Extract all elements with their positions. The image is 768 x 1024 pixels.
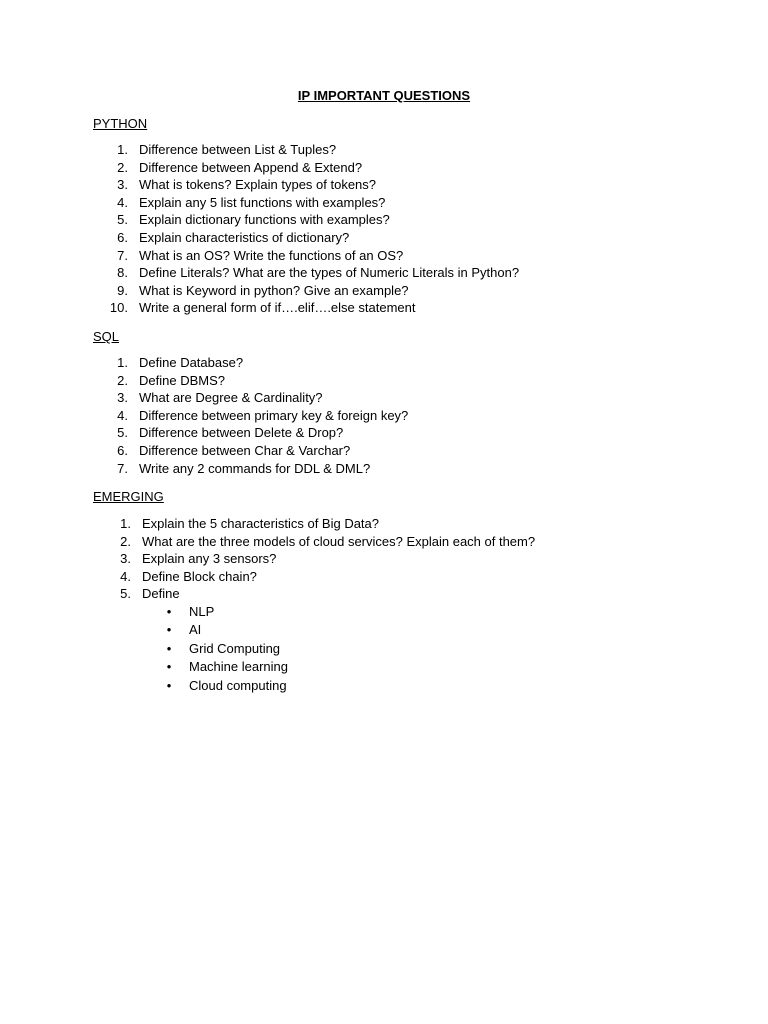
bullet-icon: • xyxy=(166,659,172,675)
section-heading-emerging: EMERGING xyxy=(93,489,164,504)
section-heading-python: PYTHON xyxy=(93,116,148,131)
bullet-icon: • xyxy=(166,622,172,638)
document-page: IP IMPORTANT QUESTIONS PYTHON 1. Difference between List & Tuples? 2. Difference between Append & Extend? 3. What is tokens? Explain types of tokens? 4. Explain any 5 list functions with examples? 5. Explain dictionary functions with examples? 6. Explain characteristics of dictionary? 7. What is an OS? Write the functions of an OS? 8. Define Literals? What are the types of Numeric Literals in Python? 9. What is Keyword in python? Give an example? 10. Write a general form of if….elif….else statement SQL 1. Define Database? 2. Define DBMS? 3. What are Degree & Cardinality? 4. Difference between primary key & foreign key? 5. Difference between Delete & Drop? 6. Difference between Char & Varchar? 7. Write any 2 commands for DDL & DML? EMERGING 1. Explain the 5 characteristics of Big Data? 2. What are the three models of cloud services? Explain each of them? 3. Explain any 3 sensors? 4. Define Block chain? 5. Define • NLP • AI • Grid Computing • Machine learning • Cloud computing xyxy=(0,0,768,1024)
bullet-icon: • xyxy=(166,640,172,656)
section-heading-sql: SQL xyxy=(93,329,120,344)
bullet-icon: • xyxy=(166,677,172,693)
document-title: IP IMPORTANT QUESTIONS xyxy=(297,88,471,103)
bullet-icon: • xyxy=(166,604,172,619)
